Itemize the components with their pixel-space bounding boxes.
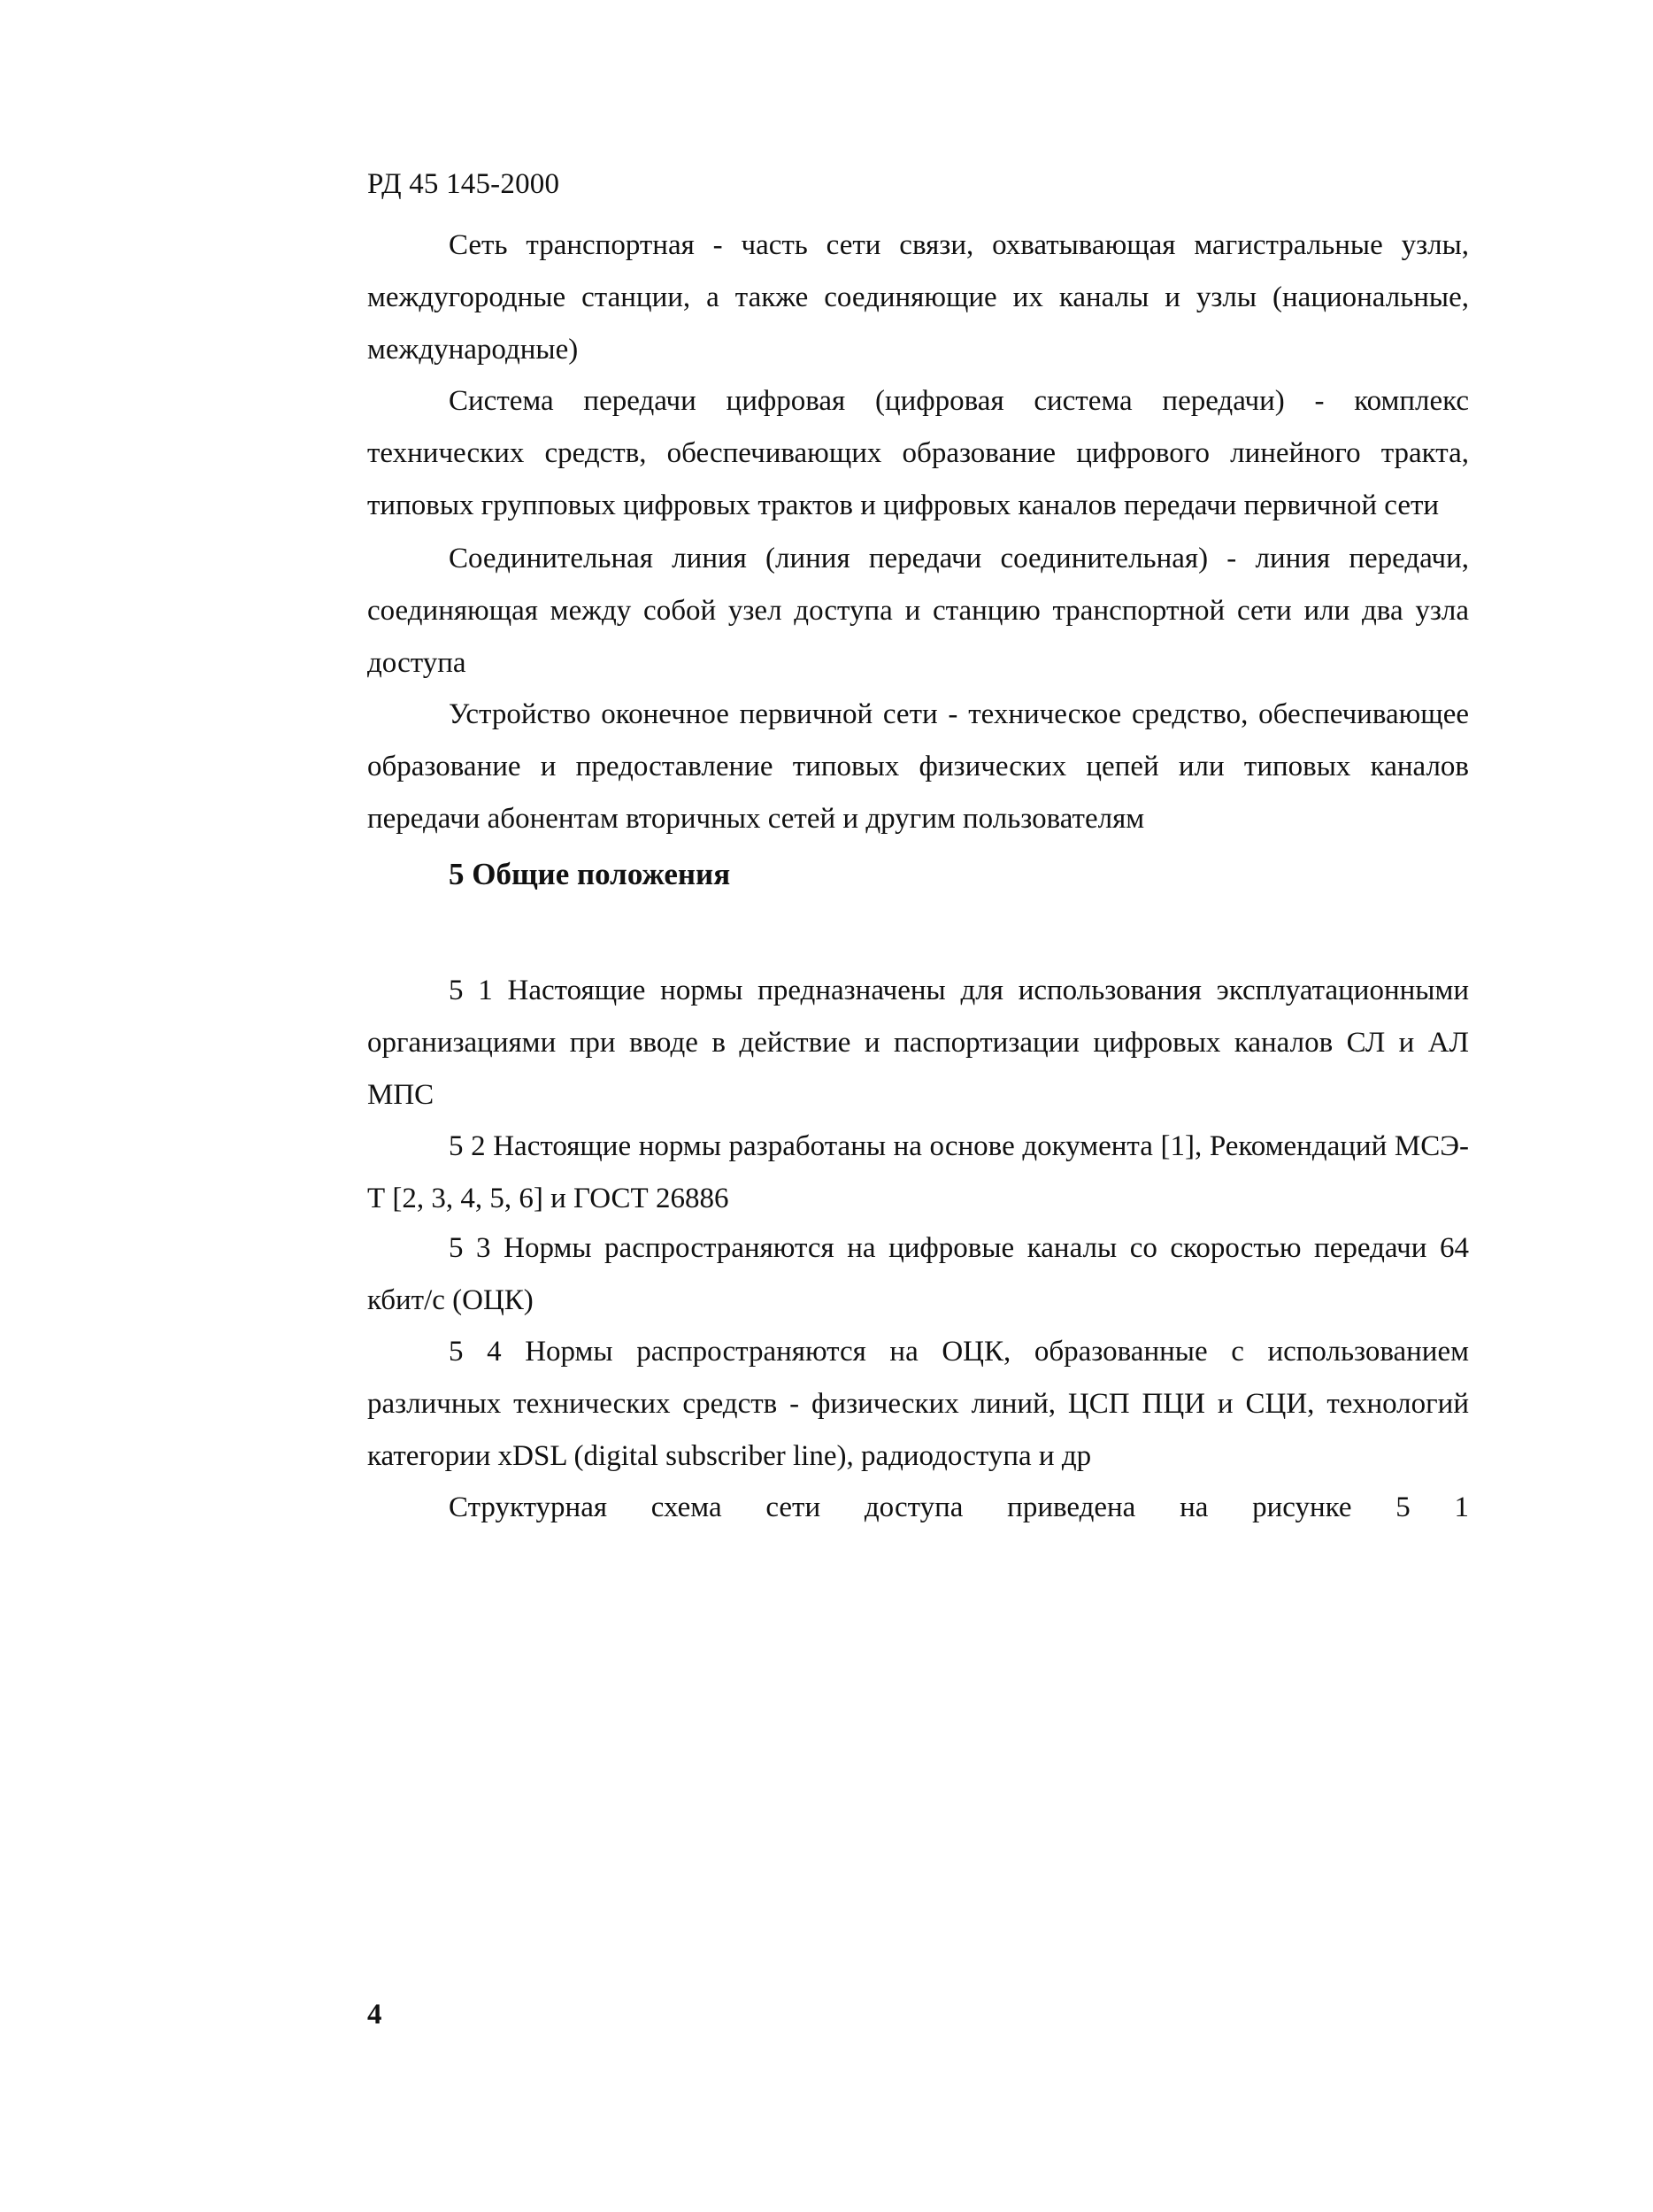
section-item: 5 4 Нормы распространяются на ОЦК, образованные с использованием различных технических средств - физических линий, ЦСП ПЦИ и СЦИ, технологий категории xDSL (digital subscriber line), радиодоступа и др (367, 1336, 1469, 1472)
section-item: 5 2 Настоящие нормы разработаны на основе документа [1], Рекомендаций МСЭ-Т [2, 3, 4, 5, 6] и ГОСТ 26886 (367, 1130, 1469, 1214)
document-code: РД 45 145-2000 (367, 168, 560, 200)
section-heading: 5 Общие положения (449, 857, 731, 891)
section-item: 5 3 Нормы распространяются на цифровые каналы со скоростью передачи 64 кбит/с (ОЦК) (367, 1232, 1469, 1316)
section-item: 5 1 Настоящие нормы предназначены для использования эксплуатационными организациями при вводе в действие и паспортизации цифровых каналов СЛ и АЛ МПС (367, 975, 1469, 1111)
definition-paragraph: Устройство оконечное первичной сети - техническое средство, обеспечивающее образование и предоставление типовых физических цепей или типовых каналов передачи абонентам вторичных сетей и другим пользователям (367, 698, 1469, 835)
definition-paragraph: Сеть транспортная - часть сети связи, охватывающая магистральные узлы, междугородные станции, а также соединяющие их каналы и узлы (национальные, международные) (367, 229, 1469, 366)
definition-paragraph: Система передачи цифровая (цифровая система передачи) - комплекс технических средств, обеспечивающих образование цифрового линейного тракта, типовых групповых цифровых трактов и цифровых каналов передачи первичной сети (367, 385, 1469, 521)
page-number: 4 (367, 1999, 382, 2031)
section-item: Структурная схема сети доступа приведена на рисунке 5 1 (449, 1491, 1469, 1523)
definition-paragraph: Соединительная линия (линия передачи соединительная) - линия передачи, соединяющая между собой узел доступа и станцию транспортной сети или два узла доступа (367, 543, 1469, 679)
